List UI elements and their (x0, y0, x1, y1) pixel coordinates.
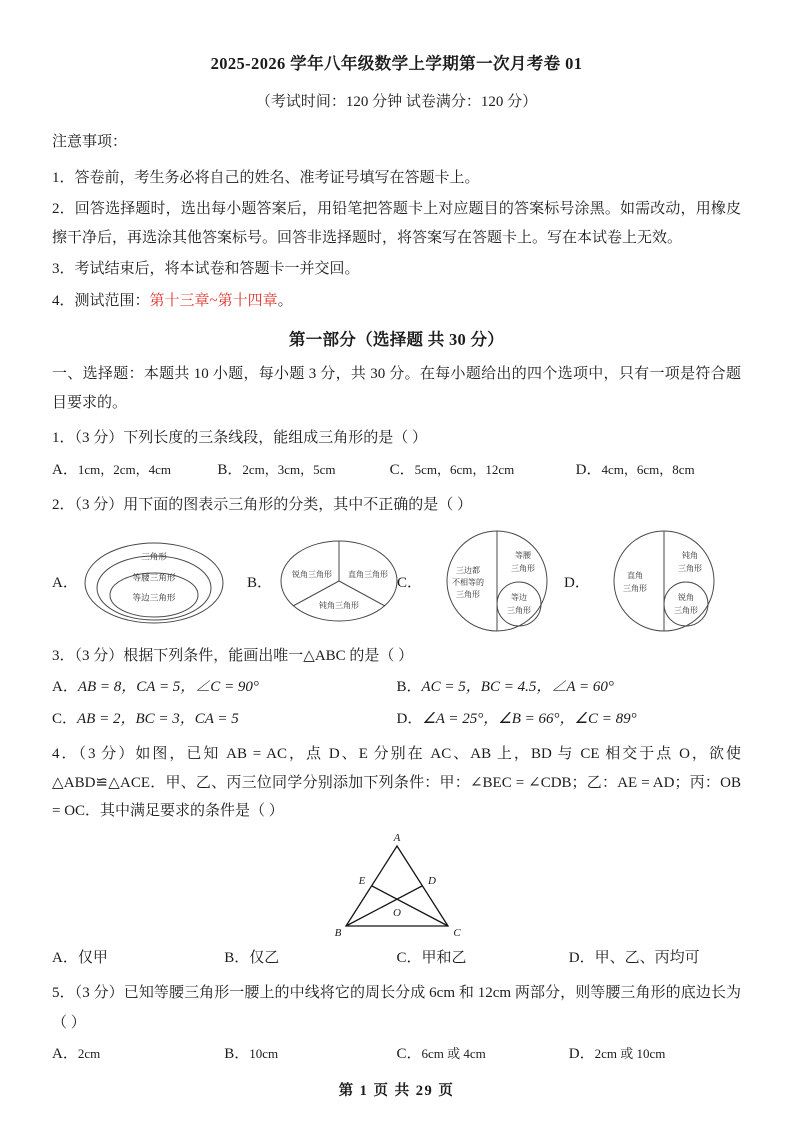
notice-item-1 (52, 164, 741, 193)
question-2-option-b[interactable] (247, 526, 402, 636)
question-5-option-a[interactable] (52, 1040, 224, 1069)
option-label: B． (224, 950, 250, 967)
page-title: 2025-2026 学年八年级数学上学期第一次月考卷 01 (210, 54, 583, 73)
question-1-option-d[interactable] (576, 456, 741, 485)
option-label: D． (568, 950, 595, 967)
question-2-figure-options (52, 526, 741, 636)
exam-subtitle: （考试时间：120 分钟 试卷满分：120 分） (255, 93, 538, 110)
vertex-label-b: B (334, 927, 341, 940)
option-text: AB = 2，BC = 3，CA = 5 (77, 710, 239, 727)
venn-label: 锐角 (677, 593, 694, 603)
question-5-options (52, 1040, 741, 1069)
option-text: AB = 8，CA = 5，∠C = 90° (77, 679, 259, 696)
venn-label: 等边三角形 (132, 592, 176, 603)
question-2-option-c[interactable] (397, 526, 568, 636)
venn-label: 不相等的 (452, 578, 485, 588)
option-label: A． (52, 679, 78, 696)
option-text: 6cm 或 4cm (421, 1045, 486, 1061)
part-one-heading: 第一部分（选择题 共 30 分） (288, 329, 505, 349)
question-4-options (52, 944, 741, 973)
option-label: D． (564, 574, 590, 591)
question-5-text: 已知等腰三角形一腰上的中线将它的周长分成 6cm 和 12cm 两部分，则等腰三角形的底边长为（ ） (52, 985, 741, 1031)
option-label: B． (217, 461, 243, 478)
vertex-label-e: E (358, 875, 365, 888)
question-4-option-b[interactable] (224, 944, 396, 973)
question-5-option-c[interactable] (397, 1040, 569, 1069)
venn-label: 钝角 (681, 551, 698, 561)
question-1-option-a[interactable] (52, 456, 217, 485)
vertex-label-a: A (393, 832, 400, 845)
notice-item-2 (52, 195, 741, 254)
question-4-stem (52, 740, 741, 826)
question-2-text: 用下面的图表示三角形的分类，其中不正确的是（ ） (123, 496, 473, 513)
question-3-options-row-1 (52, 673, 741, 702)
option-text: 2cm (77, 1045, 101, 1061)
option-text: 4cm，6cm，8cm (601, 461, 695, 477)
venn-pie-three-icon (276, 530, 402, 632)
option-text: ∠A = 25°，∠B = 66°，∠C = 89° (422, 710, 637, 727)
question-1-score: （3 分） (74, 430, 124, 447)
option-label: B． (396, 679, 422, 696)
test-range-highlight: 第十三章~第十四章 (149, 292, 278, 309)
question-5-stem (52, 979, 741, 1038)
option-text: AC = 5，BC = 4.5，∠A = 60° (421, 679, 614, 696)
venn-label: 三角形 (673, 606, 698, 616)
question-3-option-c[interactable] (52, 705, 397, 734)
question-5-score: （3 分） (74, 985, 124, 1002)
venn-label: 等边 (511, 593, 528, 603)
option-label: C． (52, 710, 78, 727)
option-label: C． (396, 1045, 422, 1062)
question-3-score: （3 分） (74, 648, 124, 664)
venn-label: 三角形 (140, 551, 167, 562)
option-label: C． (397, 574, 423, 591)
option-text: 2cm 或 10cm (594, 1045, 666, 1061)
question-4-option-a[interactable] (52, 944, 224, 973)
venn-label: 三角形 (622, 584, 647, 594)
venn-label: 锐角三角形 (292, 570, 333, 580)
venn-label: 三角形 (456, 590, 481, 600)
question-4-option-c[interactable] (397, 944, 569, 973)
section-intro: 一、选择题：本题共 10 小题，每小题 3 分，共 30 分。在每小题给出的四个选项中，只有一项是符合题目要求的。 (52, 365, 741, 411)
notice-text-2: 2．回答选择题时，选出每小题答案后，用铅笔把答题卡上对应题目的答案标号涂黑。如需改动，用橡皮擦干净后，再选涂其他答案标号。回答非选择题时，将答案写在答题卡上。写在本试卷上无效。 (52, 200, 741, 246)
option-text: 仅甲 (77, 950, 108, 967)
venn-label: 三角形 (511, 564, 536, 574)
question-2-option-d[interactable] (564, 526, 734, 636)
question-4-number: 4． (52, 745, 79, 762)
question-2-option-a[interactable] (52, 526, 227, 636)
option-text: 10cm (249, 1045, 279, 1061)
option-label: D． (396, 710, 423, 727)
question-4-option-d[interactable] (569, 944, 741, 973)
question-3-number: 3． (52, 648, 75, 664)
question-4-text: 如图，已知 AB = AC，点 D、E 分别在 AC、AB 上，BD 与 CE 相交于点 O，欲使△ABD≌△ACE．甲、乙、丙三位同学分别添加下列条件：甲：∠BEC = ∠CDB；乙：AE = AD；丙：OB = OC．其中满足要求的条件是（ ） (52, 745, 741, 820)
option-label: A． (52, 1045, 78, 1062)
question-4-score: （3 分） (78, 745, 136, 762)
option-label: B． (247, 574, 273, 591)
question-5-option-d[interactable] (569, 1040, 741, 1069)
venn-label: 三边都 (456, 566, 481, 576)
question-1-text: 下列长度的三条线段，能组成三角形的是（ ） (123, 430, 428, 447)
question-5-option-b[interactable] (224, 1040, 396, 1069)
question-3-option-b[interactable] (397, 673, 742, 702)
question-2-number: 2． (52, 496, 75, 513)
question-1-stem (52, 424, 741, 453)
option-text: 仅乙 (249, 950, 280, 967)
venn-label: 三角形 (677, 564, 702, 574)
option-text: 甲、乙、丙均可 (594, 950, 700, 967)
option-text: 5cm，6cm，12cm (414, 461, 515, 477)
venn-label: 直角三角形 (348, 570, 389, 580)
venn-split-circle-icon (594, 528, 734, 634)
question-3-options-row-2 (52, 705, 741, 734)
question-2-stem (52, 491, 741, 520)
question-3-stem (52, 642, 741, 671)
question-1-number: 1． (52, 430, 75, 447)
venn-label: 三角形 (507, 606, 532, 616)
question-4-figure (52, 830, 741, 942)
vertex-label-o: O (392, 907, 401, 920)
option-text: 甲和乙 (421, 950, 467, 967)
vertex-label-c: C (452, 927, 461, 940)
option-label: B． (224, 1045, 250, 1062)
venn-split-circle-icon (426, 528, 568, 634)
venn-label: 直角 (626, 571, 643, 581)
question-3-text: 根据下列条件，能画出唯一△ABC 的是（ ） (123, 648, 414, 664)
question-2-score: （3 分） (74, 496, 124, 513)
venn-label: 钝角三角形 (319, 601, 360, 611)
notice-heading: 注意事项： (52, 134, 128, 151)
option-label: D． (568, 1045, 595, 1062)
question-1-options (52, 456, 741, 485)
notice-item-4 (52, 287, 741, 316)
venn-label: 等腰三角形 (132, 572, 176, 583)
question-3-option-a[interactable] (52, 673, 397, 702)
question-1-option-b[interactable] (217, 456, 389, 485)
option-label: D． (575, 461, 602, 478)
notice-item-3 (52, 255, 741, 284)
vertex-label-d: D (427, 875, 436, 888)
page-footer: 第 1 页 共 29 页 (338, 1083, 455, 1099)
question-1-option-c[interactable] (390, 456, 576, 485)
option-label: A． (52, 950, 78, 967)
notice-text-1: 1．答卷前，考生务必将自己的姓名、准考证号填写在答题卡上。 (52, 169, 480, 186)
option-label: C． (396, 950, 422, 967)
notice-text-3: 3．考试结束后，将本试卷和答题卡一并交回。 (52, 261, 360, 278)
question-3-option-d[interactable] (397, 705, 742, 734)
notice-4-suffix: 。 (277, 292, 293, 309)
venn-label: 等腰 (515, 551, 532, 561)
option-text: 1cm，2cm，4cm (77, 461, 171, 477)
option-text: 2cm，3cm，5cm (242, 461, 336, 477)
option-label: C． (389, 461, 415, 478)
notice-4-prefix: 4．测试范围： (52, 292, 150, 309)
question-5-number: 5． (52, 985, 75, 1002)
option-label: A． (52, 461, 78, 478)
option-label: A． (52, 574, 78, 591)
triangle-diagram-icon (318, 830, 476, 942)
venn-nested-ellipses-icon (82, 530, 227, 632)
